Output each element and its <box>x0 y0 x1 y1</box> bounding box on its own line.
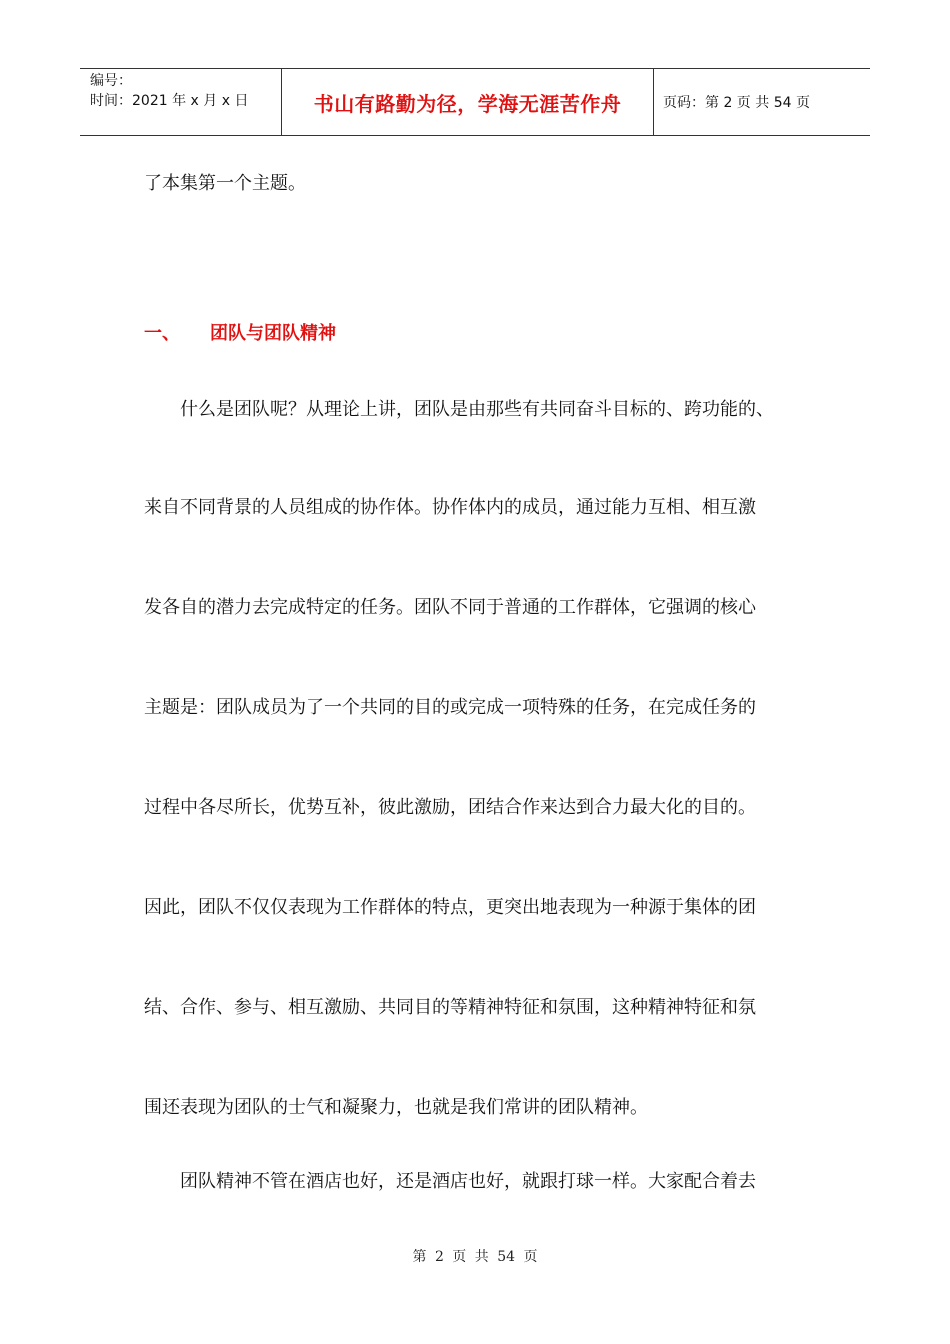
document-header <box>80 68 870 136</box>
paragraph-line: 围还表现为团队的士气和凝聚力，也就是我们常讲的团队精神。 <box>144 1097 648 1118</box>
paragraph-line: 主题是：团队成员为了一个共同的目的或完成一项特殊的任务，在完成任务的 <box>144 697 756 718</box>
header-meta-cell <box>80 69 281 135</box>
paragraph-line: 结、合作、参与、相互激励、共同目的等精神特征和氛围，这种精神特征和氛 <box>144 997 756 1018</box>
header-motto: 书山有路勤为径，学海无涯苦作舟 <box>281 69 654 135</box>
paragraph-line: 来自不同背景的人员组成的协作体。协作体内的成员，通过能力互相、相互激 <box>144 497 756 518</box>
intro-line: 了本集第一个主题。 <box>144 173 306 194</box>
header-page-code: 页码：第 2 页 共 54 页 <box>663 95 810 111</box>
page-footer: 第 2 页 共 54 页 <box>412 1249 538 1265</box>
paragraph-line: 发各自的潜力去完成特定的任务。团队不同于普通的工作群体，它强调的核心 <box>144 597 756 618</box>
serial-label: 编号： <box>90 73 132 89</box>
date-label: 时间：2021 年 x 月 x 日 <box>90 93 249 109</box>
section-number: 一、 <box>144 323 180 344</box>
paragraph-line: 团队精神不管在酒店也好，还是酒店也好，就跟打球一样。大家配合着去 <box>180 1171 756 1192</box>
section-title: 团队与团队精神 <box>210 323 336 344</box>
paragraph-line: 过程中各尽所长，优势互补，彼此激励，团结合作来达到合力最大化的目的。 <box>144 797 756 818</box>
paragraph-line: 什么是团队呢？从理论上讲，团队是由那些有共同奋斗目标的、跨功能的、 <box>180 399 774 420</box>
paragraph-line: 因此，团队不仅仅表现为工作群体的特点，更突出地表现为一种源于集体的团 <box>144 897 756 918</box>
